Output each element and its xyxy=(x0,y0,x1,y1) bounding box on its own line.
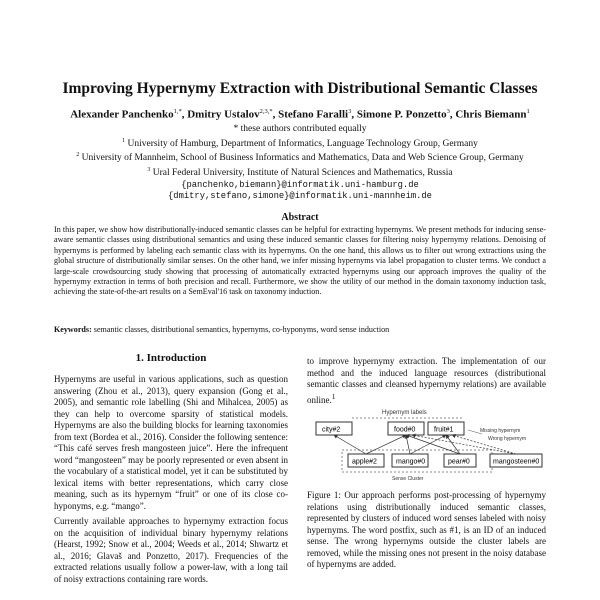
sense-label: mango#0 xyxy=(396,458,426,466)
email-line: {dmitry,stefano,simone}@informatik.uni-mannheim.de xyxy=(168,191,432,202)
side-label-2: Wrong hypernym xyxy=(488,436,526,442)
side-label: Missing hypernym xyxy=(480,428,521,434)
affiliation: $^1$ University of Hamburg, Department of Informatics, Language Technology Group, Germany xyxy=(122,137,478,149)
footnote-mark: 1 xyxy=(331,391,336,401)
section-heading: 1. Introduction xyxy=(135,352,207,364)
author-name: Dmitry Ustalov xyxy=(187,108,260,121)
abstract-text: In this paper, we show how distributionally-induced semantic classes can be helpful for extracting hypernyms. We present methods for inducing sense-aware semantic classes using distributional semantics and using these induced semantic classes for filtering noisy hypernymy relations. Denoising of hypernyms is performed by labeling each semantic class with its hypernyms. On the one hand, this allows us to filter out wrong extractions using the global structure of distributionally similar senses. On the other hand, we infer missing hypernyms via label propagation to cluster terms. We conduct a large-scale crowdsourcing study showing that processing of automatically extracted hypernyms using our approach improves the quality of the hypernymy extraction in terms of both precision and recall. Furthermore, we show the utility of our method in the domain taxonomy induction task, achieving the state-of-the-art results on a SemEval'16 task on taxonomy induction. xyxy=(54,225,546,297)
keywords-label: Keywords: xyxy=(54,325,92,334)
hypernym-label: city#2 xyxy=(322,426,341,434)
intro-paragraph: Hypernyms are useful in various applications, such as question answering (Zhou et al., 2013), query expansion (Gong et al., 2005), and semantic role labelling (Shi and Mihalcea, 2005) as they can help to overcome sparsity of statistical models. Hypernyms are also the building blocks for learning taxonomies from text (Bordea et al., 2016). Consider the following sentence: “This café serves fresh mangosteen juice”. Here the infrequent word “mangosteen” may be poorly represented or even absent in the vocabulary of a statistical model, yet it can be substituted by lexical items with better representations, which carry close meaning, such as its hypernym “fruit” or one of its close co-hyponyms, e.g. “mango”. xyxy=(54,374,288,511)
figure-diagram xyxy=(312,406,546,484)
contrib-note: * these authors contributed equally xyxy=(233,124,367,134)
bottom-label: Sense Cluster xyxy=(392,476,424,482)
sense-label: pear#0 xyxy=(448,458,470,466)
author-sup: 1,* xyxy=(173,108,182,115)
affiliation: $^3$ Ural Federal University, Institute of Natural Sciences and Mathematics, Russia xyxy=(147,167,453,179)
abstract-heading: Abstract xyxy=(281,212,319,223)
hypernym-label: fruit#1 xyxy=(434,426,454,434)
email-line: {panchenko,biemann}@informatik.uni-hamburg.de xyxy=(181,179,419,190)
author-name: Stefano Faralli xyxy=(278,108,349,121)
author-name: Chris Biemann xyxy=(455,108,527,121)
author-list: Alexander Panchenko$^{1,*}$, Dmitry Ustalov$^{2,3,*}$, Stefano Faralli$^3$, Simone P. Ponzetto$^3$, Chris Biemann$^1$ xyxy=(70,108,530,121)
affiliation: $^2$ University of Mannheim, School of Business Informatics and Mathematics, Data and Web Science Group, Germany xyxy=(76,152,524,164)
right-paragraph: to improve hypernymy extraction. The implementation of our method and the induced language resources (distributional semantic classes and cleansed hypernymy relations) are available online. xyxy=(307,356,546,405)
figure-caption: Figure 1: Our approach performs post-processing of hypernymy relations using distributionally induced semantic classes, represented by clusters of induced word senses labeled with noisy hypernyms. The word postfix, such as #1, is an ID of an induced sense. The wrong hypernyms outside the cluster labels are removed, while the missing ones not present in the noisy database of hypernyms are added. xyxy=(307,490,546,569)
sense-label: mangosteen#0 xyxy=(493,458,540,466)
figure-1 xyxy=(312,406,546,484)
author-sup: 1 xyxy=(526,108,530,115)
author-name: Simone P. Ponzetto xyxy=(356,108,447,121)
keywords-text: semantic classes, distributional semantics, hypernyms, co-hyponyms, word sense induction xyxy=(93,325,390,334)
author-sup: 3 xyxy=(446,108,450,115)
affiliations xyxy=(0,124,600,203)
author-name: Alexander Panchenko xyxy=(70,108,174,121)
hypernym-label: food#0 xyxy=(394,426,416,434)
sense-label: apple#2 xyxy=(352,458,377,466)
intro-paragraph: Currently available approaches to hypernymy extraction focus on the acquisition of individual binary hypernymy relations (Hearst, 1992; Snow et al., 2004; Weeds et al., 2014; Shwartz et al., 2016; Glavaš and Ponzetto, 2017). Frequencies of the extracted relations usually follow a power-law, with a long tail of noisy extractions containing rare words. xyxy=(54,516,288,584)
author-sup: 2,3,* xyxy=(259,108,273,115)
top-label: Hypernym labels xyxy=(382,410,427,416)
paper-title: Improving Hypernymy Extraction with Distributional Semantic Classes xyxy=(62,80,538,97)
left-column xyxy=(54,374,288,589)
author-sup: 3 xyxy=(348,108,352,115)
right-column-text xyxy=(307,356,546,406)
keywords-line xyxy=(54,325,546,334)
